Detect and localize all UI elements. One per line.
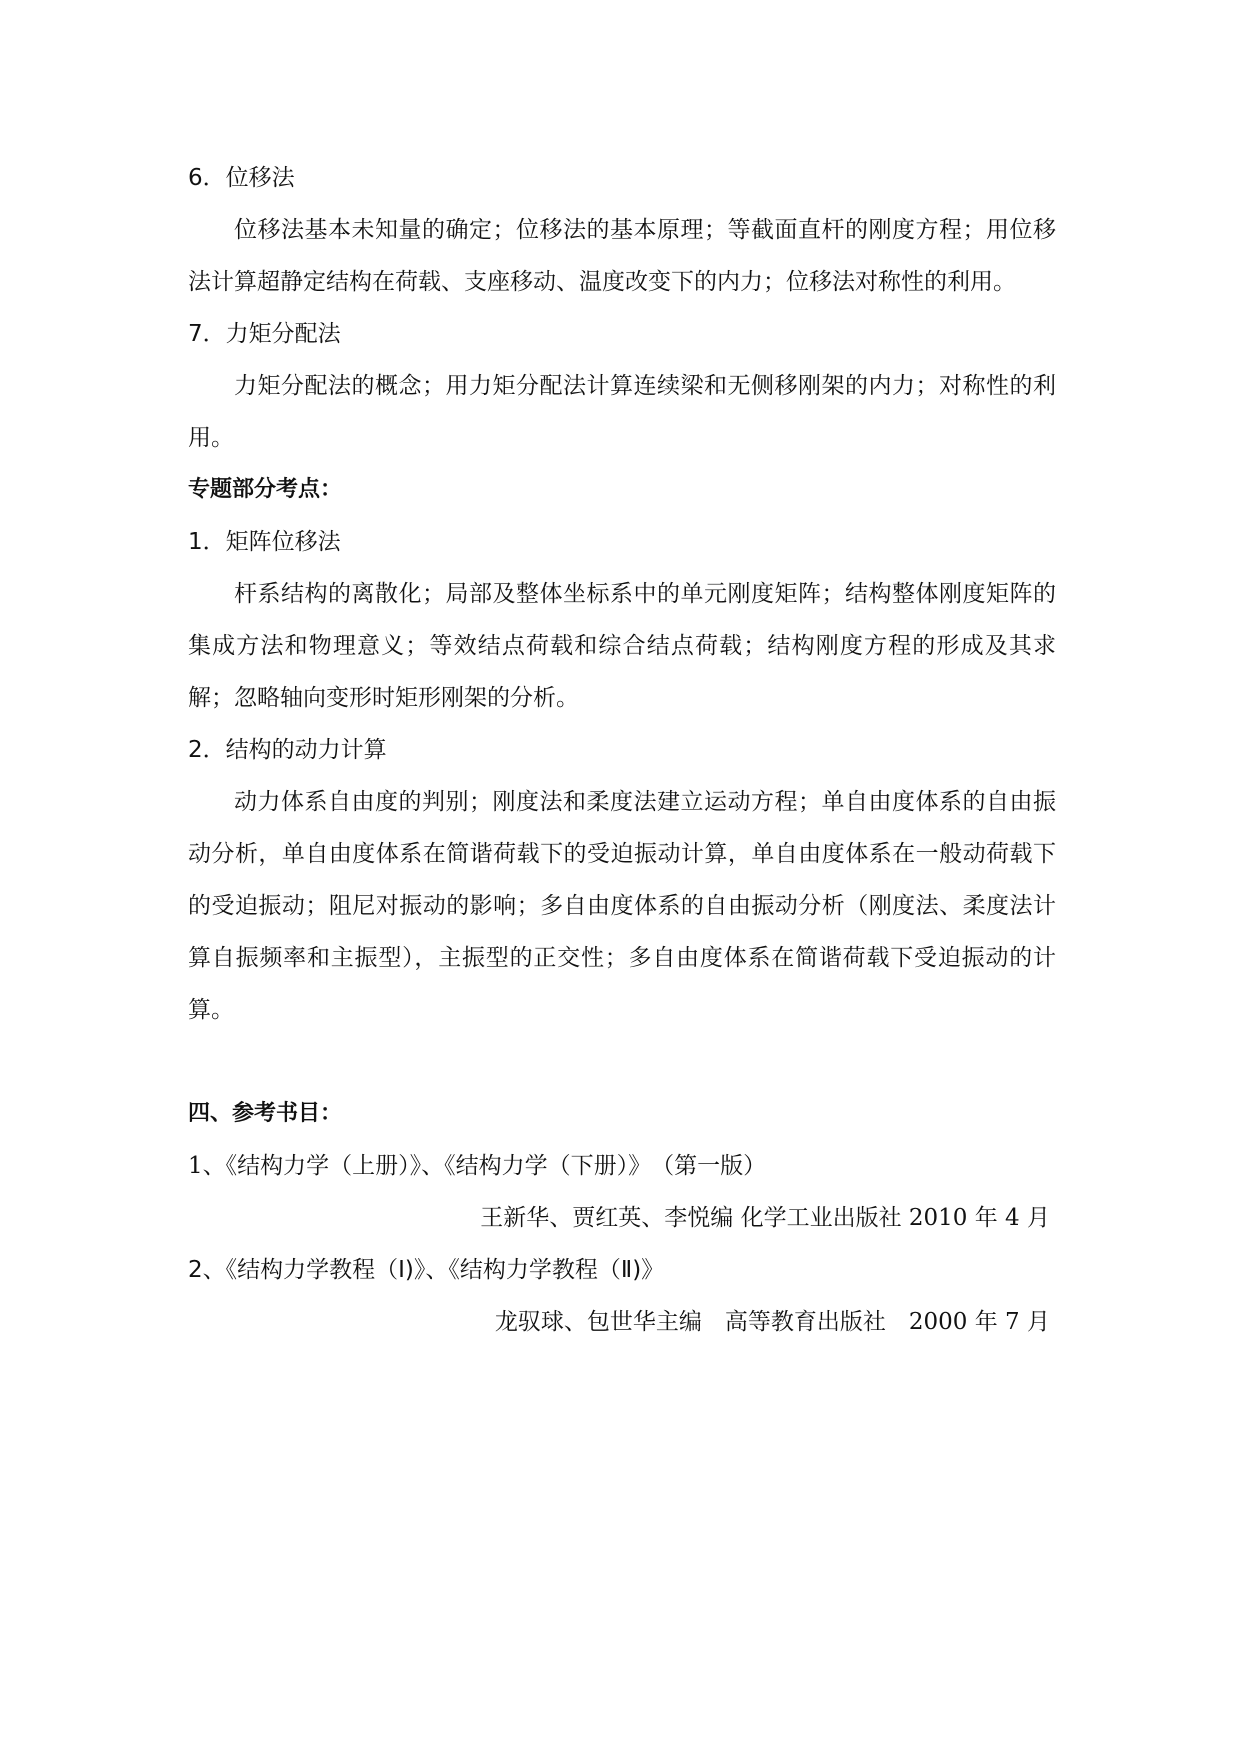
special-heading-1 bbox=[188, 516, 1056, 568]
section-heading-7 bbox=[188, 308, 1056, 360]
section-number: 7． bbox=[188, 321, 226, 347]
spacer bbox=[188, 1036, 1056, 1088]
reference-title-2: 2、《结构力学教程（Ⅰ)》、《结构力学教程（Ⅱ)》 bbox=[188, 1257, 665, 1283]
section-number: 1． bbox=[188, 529, 226, 555]
section-title: 结构的动力计算 bbox=[225, 737, 387, 763]
special-topics-heading: 专题部分考点： bbox=[188, 477, 343, 502]
document-content bbox=[188, 152, 1056, 1348]
section-body-7: 力矩分配法的概念；用力矩分配法计算连续梁和无侧移刚架的内力；对称性的利用。 bbox=[188, 373, 1056, 451]
section-number: 6． bbox=[188, 165, 226, 191]
special-body-1: 杆系结构的离散化；局部及整体坐标系中的单元刚度矩阵；结构整体刚度矩阵的集成方法和物理意义；等效结点荷载和综合结点荷载；结构刚度方程的形成及其求解；忽略轴向变形时矩形刚架的分析。 bbox=[188, 581, 1056, 711]
section-title: 位移法 bbox=[225, 165, 295, 191]
reference-publisher-1: 王新华、贾红英、李悦编 化学工业出版社 2010 年 4 月 bbox=[480, 1205, 1050, 1231]
section-title: 力矩分配法 bbox=[225, 321, 341, 347]
reference-title-1: 1、《结构力学（上册）》、《结构力学（下册）》 （第一版） bbox=[188, 1153, 767, 1179]
special-body-2: 动力体系自由度的判别；刚度法和柔度法建立运动方程；单自由度体系的自由振动分析，单自由度体系在简谐荷载下的受迫振动计算，单自由度体系在一般动荷载下的受迫振动；阻尼对振动的影响；多自由度体系的自由振动分析（刚度法、柔度法计算自振频率和主振型），主振型的正交性；多自由度体系在简谐荷载下受迫振动的计算。 bbox=[188, 789, 1056, 1023]
references-heading: 四、参考书目： bbox=[188, 1101, 343, 1126]
reference-publisher-2: 龙驭球、包世华主编 高等教育出版社 2000 年 7 月 bbox=[494, 1309, 1050, 1335]
section-number: 2． bbox=[188, 737, 226, 763]
section-body-6: 位移法基本未知量的确定；位移法的基本原理；等截面直杆的刚度方程；用位移法计算超静定结构在荷载、支座移动、温度改变下的内力；位移法对称性的利用。 bbox=[188, 217, 1056, 295]
section-heading-6 bbox=[188, 152, 1056, 204]
special-heading-2 bbox=[188, 724, 1056, 776]
section-title: 矩阵位移法 bbox=[225, 529, 341, 555]
